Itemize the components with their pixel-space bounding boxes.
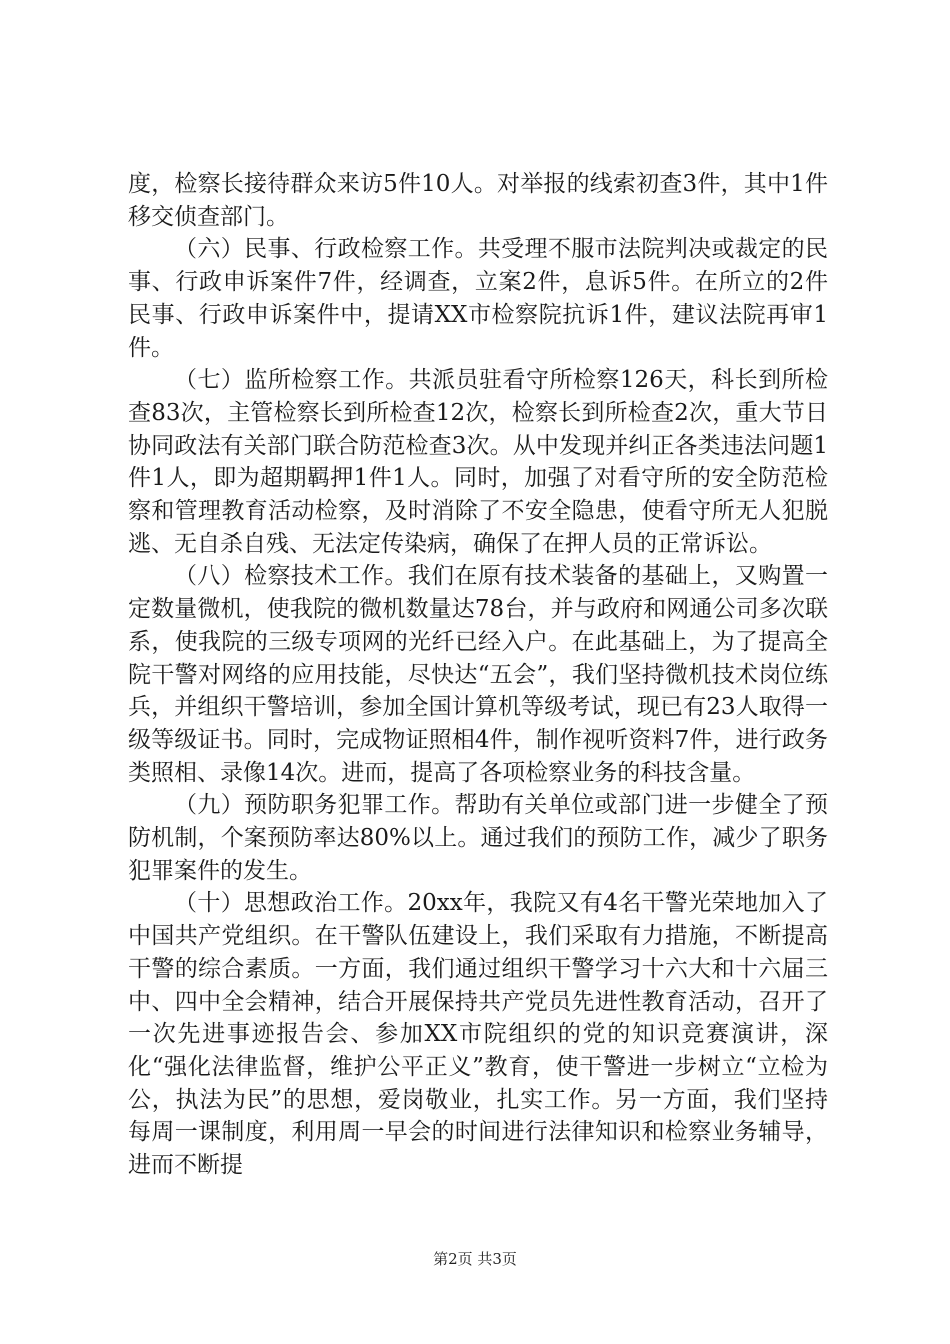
paragraph-civil-administrative: （六）民事、行政检察工作。共受理不服市法院判决或裁定的民事、行政申诉案件7件，经调查，立案2件，息诉5件。在所立的2件民事、行政申诉案件中，提请XX市检察院抗诉1件，建议法院再审1件。 (128, 236, 828, 361)
paragraph-political-work: （十）思想政治工作。20xx年，我院又有4名干警光荣地加入了中国共产党组织。在干警队伍建设上，我们采取有力措施，不断提高干警的综合素质。一方面，我们通过组织干警学习十六大和十六届三中、四中全会精神，结合开展保持共产党员先进性教育活动，召开了一次先进事迹报告会、参加XX市院组织的党的知识竞赛演讲，深化“强化法律监督，维护公平正义”教育，使干警进一步树立“立检为公，执法为民”的思想，爱岗敬业，扎实工作。另一方面，我们坚持每周一课制度，利用周一早会的时间进行法律知识和检察业务辅导，进而不断提 (128, 890, 828, 1179)
paragraph-detention-supervision: （七）监所检察工作。共派员驻看守所检察126天，科长到所检查83次，主管检察长到所检查12次，检察长到所检查2次，重大节日协同政法有关部门联合防范检查3次。从中发现并纠正各类违法问题1件1人，即为超期羁押1件1人。同时，加强了对看守所的安全防范检察和管理教育活动检察，及时消除了不安全隐患，使看守所无人犯脱逃、无自杀自残、无法定传染病，确保了在押人员的正常诉讼。 (128, 367, 828, 557)
paragraph-technology: （八）检察技术工作。我们在原有技术装备的基础上，又购置一定数量微机，使我院的微机数量达78台，并与政府和网通公司多次联系，使我院的三级专项网的光纤已经入户。在此基础上，为了提高全院干警对网络的应用技能，尽快达“五会”，我们坚持微机技术岗位练兵，并组织干警培训，参加全国计算机等级考试，现已有23人取得一级等级证书。同时，完成物证照相4件，制作视听资料7件，进行政务类照相、录像14次。进而，提高了各项检察业务的科技含量。 (128, 563, 828, 786)
document-body (128, 168, 828, 1182)
page-footer: 第2页 共3页 (433, 1250, 517, 1268)
paragraph-crime-prevention: （九）预防职务犯罪工作。帮助有关单位或部门进一步健全了预防机制，个案预防率达80%以上。通过我们的预防工作，减少了职务犯罪案件的发生。 (128, 792, 828, 884)
paragraph-continuation: 度，检察长接待群众来访5件10人。对举报的线索初查3件，其中1件移交侦查部门。 (128, 171, 828, 230)
